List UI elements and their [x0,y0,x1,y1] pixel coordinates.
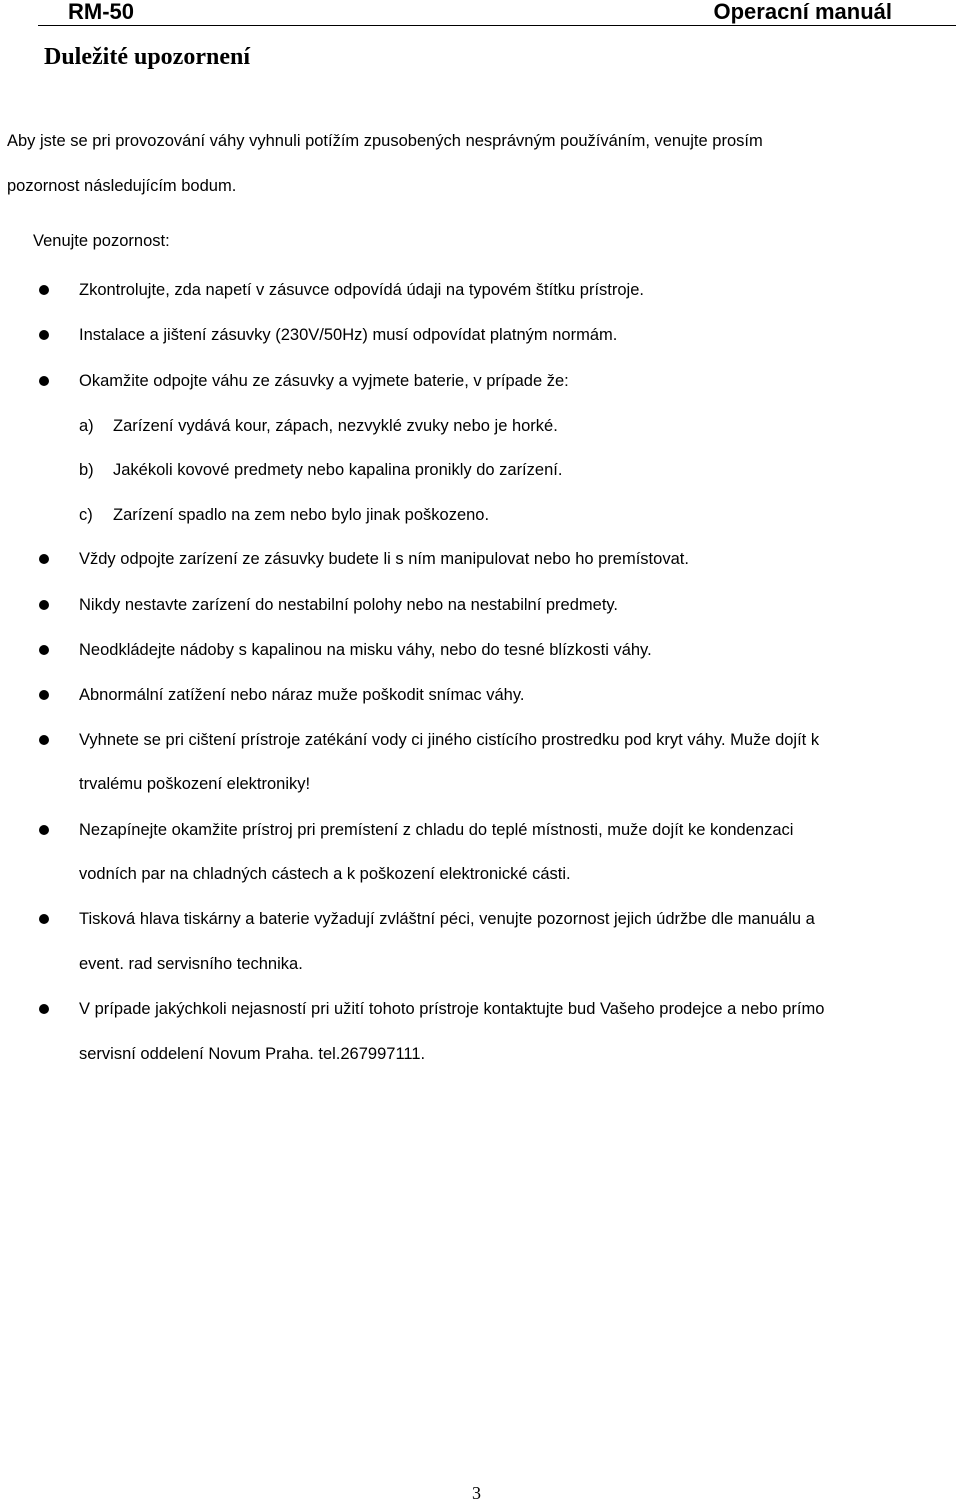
bullet-6-text: Neodkládejte nádoby s kapalinou na misku váhy, nebo do tesné blízkosti váhy. [79,641,652,659]
bullet-7-text: Abnormální zatížení nebo náraz muže poškodit snímac váhy. [79,686,525,704]
bullet-icon [39,1004,49,1014]
bullet-icon [39,825,49,835]
bullet-9-line-1: Nezapínejte okamžite prístroj pri premístení z chladu do teplé místnosti, muže dojít ke kondenzaci [79,821,794,839]
bullet-5-text: Nikdy nestavte zarízení do nestabilní polohy nebo na nestabilní predmety. [79,596,619,614]
page-number: 3 [472,1483,481,1503]
bullet-icon [39,645,49,655]
bullet-10-line-2: event. rad servisního technika. [79,955,303,973]
attention-label: Venujte pozornost: [33,232,170,250]
sub-item-c-marker: c) [79,506,93,524]
bullet-4-text: Vždy odpojte zarízení ze zásuvky budete li s ním manipulovat nebo ho premístovat. [79,550,689,568]
bullet-icon [39,376,49,386]
bullet-icon [39,914,49,924]
sub-item-b-text: Jakékoli kovové predmety nebo kapalina pronikly do zarízení. [113,461,563,479]
header-rule [38,25,956,26]
bullet-3-text: Okamžite odpojte váhu ze zásuvky a vyjmete baterie, v prípade že: [79,372,569,390]
bullet-11-line-2: servisní oddelení Novum Praha. tel.267997111. [79,1045,426,1063]
bullet-icon [39,600,49,610]
bullet-icon [39,690,49,700]
bullet-2-text: Instalace a jištení zásuvky (230V/50Hz) musí odpovídat platným normám. [79,326,618,344]
bullet-icon [39,735,49,745]
section-title: Duležité upozornení [44,44,250,70]
bullet-8-line-2: trvalému poškození elektroniky! [79,775,311,793]
header-model: RM-50 [68,0,135,24]
sub-item-a-marker: a) [79,417,94,435]
bullet-icon [39,554,49,564]
bullet-8-line-1: Vyhnete se pri cištení prístroje zatékání vody ci jiného cistícího prostredku pod kryt váhy. Muže dojít k [79,731,820,749]
bullet-1-text: Zkontrolujte, zda napetí v zásuvce odpovídá údaji na typovém štítku prístroje. [79,281,644,299]
bullet-icon [39,285,49,295]
sub-item-a-text: Zarízení vydává kour, zápach, nezvyklé zvuky nebo je horké. [113,417,558,435]
intro-line-2: pozornost následujícím bodum. [7,177,237,195]
sub-item-c-text: Zarízení spadlo na zem nebo bylo jinak poškozeno. [113,506,490,524]
intro-line-1: Aby jste se pri provozování váhy vyhnuli potížím zpusobených nesprávným používáním, venujte prosím [7,132,763,150]
sub-item-b-marker: b) [79,461,94,479]
bullet-11-line-1: V prípade jakýchkoli nejasností pri užití tohoto prístroje kontaktujte bud Vašeho prodejce a nebo prímo [79,1000,825,1018]
header-doc-title: Operacní manuál [713,0,892,24]
bullet-9-line-2: vodních par na chladných cástech a k poškození elektronické cásti. [79,865,571,883]
bullet-icon [39,330,49,340]
bullet-10-line-1: Tisková hlava tiskárny a baterie vyžadují zvláštní péci, venujte pozornost jejich údržbe dle manuálu a [79,910,815,928]
